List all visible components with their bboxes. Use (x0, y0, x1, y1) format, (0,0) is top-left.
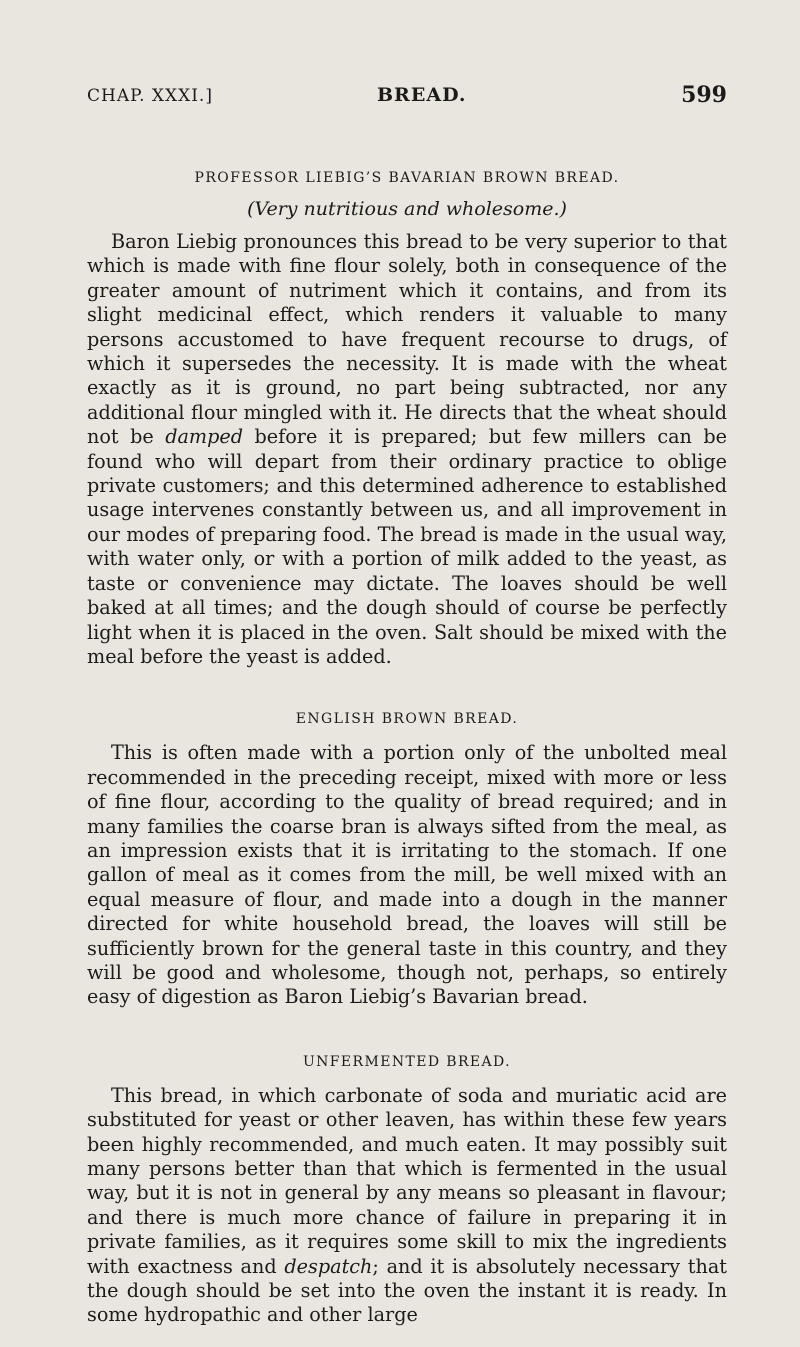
section-unfermented-bread (87, 1054, 727, 1328)
section-subheading: (Very nutritious and wholesome.) (247, 198, 567, 220)
section-english-brown-bread (87, 711, 727, 1009)
page-number: 599 (681, 82, 727, 108)
page-body (87, 170, 727, 1328)
paragraph-text: ; and it is absolutely necessary that the dough should be set into the oven the instant it is ready. In some hydropathic and other large (87, 1254, 727, 1327)
chapter-label: CHAP. XXXI.] (87, 86, 213, 106)
section-heading: ENGLISH BROWN BREAD. (295, 711, 519, 728)
paragraph-text: This bread, in which carbonate of soda and muriatic acid are substituted for yeast or other leaven, has within these few years been highly recommended, and much eaten. It may possibly suit many persons better than that which is fermented in the usual way, but it is not in general by any means so pleasant in flavour; and there is much more chance of failure in preparing it in private families, as it requires some skill to mix the ingredients with exactness and (87, 1083, 727, 1278)
section-spacer (87, 669, 727, 711)
section-spacer (87, 1010, 727, 1054)
paragraph-text: before it is prepared; but few millers can be found who will depart from their ordinary practice to oblige private customers; and this determined adherence to established usage intervenes constantly between us, and all improvement in our modes of preparing food. The bread is made in the usual way, with water only, or with a portion of milk added to the yeast, as taste or convenience may dictate. The loaves should be well baked at all times; and the dough should of course be perfectly light when it is placed in the oven. Salt should be mixed with the meal before the yeast is added. (87, 425, 728, 668)
paragraph-text: Baron Liebig pronounces this bread to be very superior to that which is made with fine flour solely, both in consequence of the greater amount of nutriment which it contains, and from its slight medicinal effect, which renders it valuable to many persons accustomed to have frequent recourse to drugs, of which it supersedes the necessity. It is made with the wheat exactly as it is ground, no part being subtracted, nor any additional flour mingled with it. He directs that the wheat should not be (87, 230, 727, 449)
section-bavarian-brown-bread (87, 170, 727, 669)
section-heading: PROFESSOR LIEBIG’S BAVARIAN BROWN BREAD. (194, 170, 620, 186)
section-paragraph: This is often made with a portion only of the unbolted meal recommended in the preceding receipt, mixed with more or less of fine flour, according to the quality of bread required; and in many families the coarse bran is always sifted from the meal, as an impression exists that it is irritating to the stomach. If one gallon of meal as it comes from the mill, be well mixed with an equal measure of flour, and made into a dough in the manner directed for white household bread, the loaves will still be sufficiently brown for the general taste in this country, and they will be good and wholesome, though not, perhaps, so entirely easy of digestion as Baron Liebig’s Bavarian bread. (87, 741, 727, 1009)
emphasized-word: despatch (284, 1254, 373, 1278)
emphasized-word: damped (165, 425, 244, 449)
section-heading: UNFERMENTED BREAD. (302, 1053, 512, 1070)
running-head (87, 84, 727, 112)
section-paragraph (87, 1084, 727, 1328)
section-paragraph (87, 230, 727, 669)
running-title: BREAD. (377, 84, 467, 106)
